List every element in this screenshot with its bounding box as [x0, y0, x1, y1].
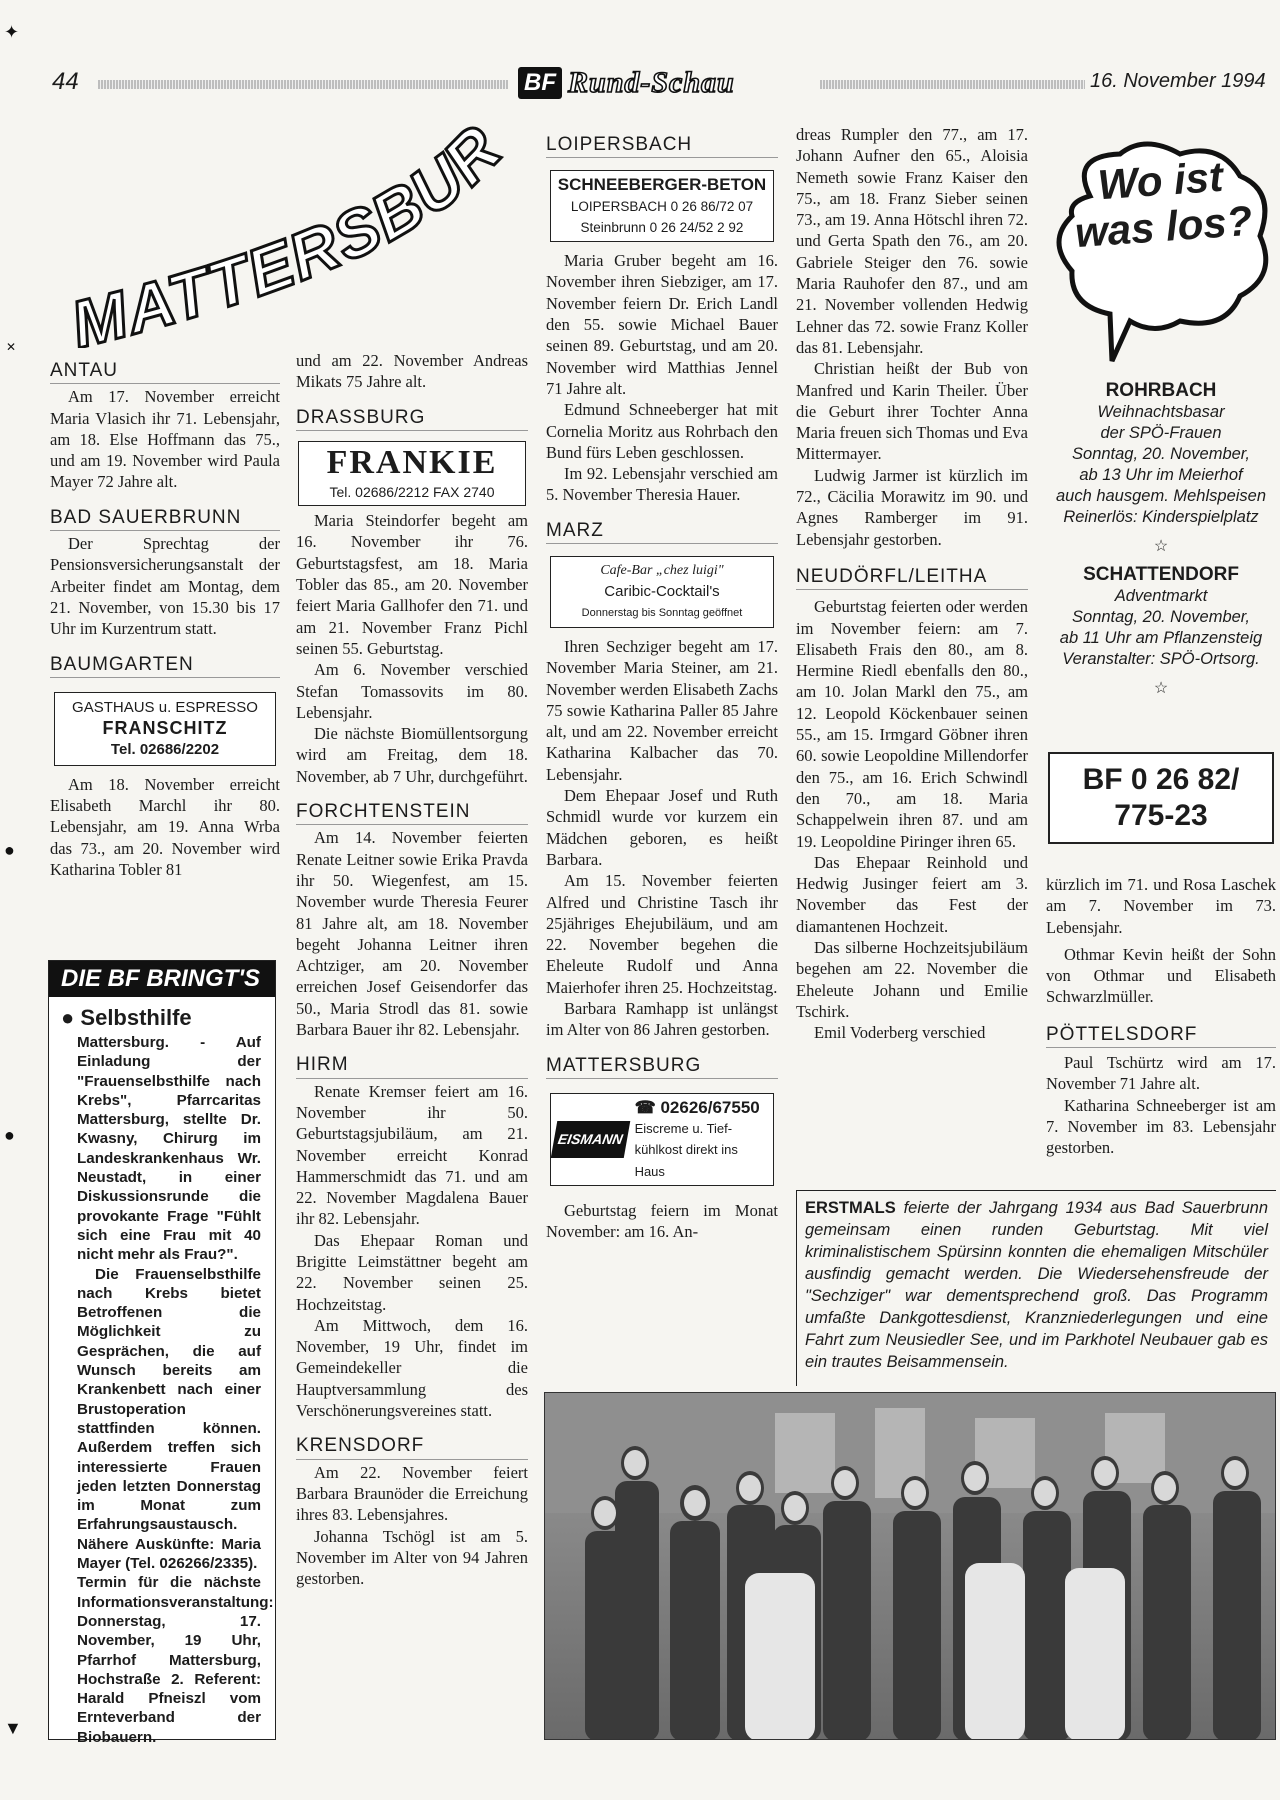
ad-eismann-text	[627, 1097, 770, 1182]
article-text: Emil Voderberg verschied	[814, 1023, 986, 1043]
event-cloud	[1050, 136, 1276, 366]
article-text: Am 18. November erreicht Elisabeth Marchl ihr 80. Lebensjahr, am 19. Anna Wrba das 73., am 20. November wird Katharina Tobler 81	[50, 774, 280, 879]
ad-name: FRANSCHITZ	[102, 718, 228, 739]
bf-bringts-body	[49, 1031, 275, 1753]
erstmals-text: feierte der Jahrgang 1934 aus Bad Sauerbrunn gemeinsam einen runden Geburtstag. Mit viel kriminalistischem Spürsinn konnten die ehemaligen Mitschüler ausfindig gemacht werden. Die Wiedersehensfreude der "Sechziger" war dementsprechend groß. Das Programm umfaßte Dankgottesdienst, Kranzniederlegungen und eine Fahrt zum Neusiedler See, und im Parkhotel Neubauer gab es ein trautes Beisammensein.	[805, 1199, 1268, 1371]
event-line: Reinerlös: Kinderspielplatz	[1063, 508, 1259, 526]
ad-chez-luigi	[550, 556, 774, 628]
group-photo	[544, 1392, 1276, 1740]
ad-line: LOIPERSBACH 0 26 86/72 07	[570, 198, 754, 214]
article-text: Am 15. November feierten Alfred und Christine Tasch ihr 25jähriges Ehejubiläum, und am 22. November begehen die Eheleute Rudolf und Anna Maierhofer ihren 25. Hochzeitstag.	[546, 871, 778, 997]
ad-line: Caribic-Cocktail's	[604, 583, 720, 601]
article-text: Ihren Sechziger begeht am 17. November Maria Steiner, am 21. November werden Elisabeth Zachs 75 sowie Katharina Paller 85 Jahre alt, und am 22. November erreicht Katharina Kalbacher das 70. Lebensjahr.	[546, 636, 778, 784]
article-text: Renate Kremser feiert am 16. November ihr 50. Geburtstagsjubiläum, am 21. November erreicht Konrad Hammerschmidt das 71. und am 22. November Magdalena Bauer ihr 82. Lebensjahr.	[296, 1081, 528, 1229]
masthead-title: MATTERSBUR	[63, 118, 516, 348]
group-photo-image	[545, 1393, 1276, 1740]
header-rule-left	[98, 80, 508, 89]
logo-bf: BF	[518, 67, 562, 99]
article-text: Am 14. November feierten Renate Leitner sowie Erika Pravda ihr 50. Wiegenfest, am 15. November wurde Theresia Feurer 81 Jahre alt, am 18. November begeht Johanna Leitner ihren Achtziger, am 20. November erreichen Josef Geisendorfer das 50., Maria Strodl das 81. sowie Barbara Bauer ihr 82. Lebensjahr.	[296, 828, 528, 1040]
event-schattendorf	[1046, 586, 1276, 670]
article-text: Am 22. November feiert Barbara Braunöder die Erreichung ihres 83. Lebensjahres.	[296, 1462, 528, 1525]
header-rule-right	[820, 80, 1085, 89]
article-text: Geburtstag feiern im Monat November: am 16. An-	[546, 1201, 778, 1242]
bf-bringts-box	[48, 960, 276, 1746]
article-text: Maria Steindorfer begeht am 16. November ihr 76. Geburtstagsfest, am 18. Maria Tobler das 85., am 20. November feiert Maria Gallhofer den 71. und am 21. November Franz Pichl seinen 55. Geburtstag.	[296, 511, 528, 658]
ad-name: SCHNEEBERGER-BETON	[557, 175, 767, 195]
publication-logo	[518, 66, 735, 100]
bf-phone-box	[1048, 752, 1274, 844]
star-divider: ☆	[1153, 680, 1169, 697]
event-title-rohrbach: ROHRBACH	[1105, 380, 1217, 401]
section-title-drassburg: DRASSBURG	[296, 407, 528, 431]
event-line: Sonntag, 20. November,	[1072, 608, 1250, 626]
event-line: Sonntag, 20. November,	[1072, 445, 1250, 463]
issue-date: 16. November 1994	[1090, 70, 1266, 92]
erstmals-lead: ERSTMALS	[805, 1199, 896, 1217]
article-text: Christian heißt der Bub von Manfred und Karin Theiler. Über die Geburt ihrer Tochter Anna Maria freuen sich Thomas und Eva Mittermayer.	[796, 359, 1028, 464]
event-title-schattendorf: SCHATTENDORF	[1083, 564, 1239, 585]
bf-bringts-para: Termin für die nächste Informationsveranstaltung: Donnerstag, 17. November, 19 Uhr, Pfarrhof Mattersburg, Hochstraße 2. Referent: Harald Pfneiszl vom Ernteverband der Biobauern.	[77, 1574, 274, 1746]
ad-line: GASTHAUS u. ESPRESSO	[72, 698, 258, 716]
bf-bringts-title-text: Selbsthilfe	[80, 1005, 192, 1030]
article-text: Maria Gruber begeht am 16. November ihren Siebziger, am 17. November feiern Dr. Erich Landl den 55. sowie Michael Bauer seinen 89. Geburtstag, und am 20. November wird Matthias Jennel 71 Jahre alt.	[546, 251, 778, 398]
event-rohrbach	[1046, 402, 1276, 528]
ad-name: FRANKIE	[326, 443, 498, 481]
article-text: Edmund Schneeberger hat mit Cornelia Moritz aus Rohrbach den Bund fürs Leben geschlossen.	[546, 400, 778, 462]
event-line: Weihnachtsbasar	[1097, 403, 1225, 421]
ad-eismann	[550, 1093, 774, 1186]
article-text: Dem Ehepaar Josef und Ruth Schmidl wurde vor kurzem ein Mädchen geboren, es heißt Barbara.	[546, 786, 778, 869]
section-title-baumgarten: BAUMGARTEN	[50, 654, 280, 678]
bf-bringts-header: DIE BF BRINGT'S	[49, 961, 275, 997]
article-text: Am 6. November verschied Stefan Tomassovits im 80. Lebensjahr.	[296, 660, 528, 722]
column-5-text	[1046, 874, 1276, 1159]
ad-line: Donnerstag bis Sonntag geöffnet	[581, 606, 743, 619]
article-text: Das Ehepaar Reinhold und Hedwig Jusinger feiert am 3. November das Fest der diamantenen Hochzeit.	[796, 852, 1028, 936]
ad-franschitz	[54, 692, 276, 766]
section-title-krensdorf: KRENSDORF	[296, 1435, 528, 1459]
bf-bringts-para: Die Frauenselbsthilfe nach Krebs bietet Betroffenen die Möglichkeit zu Gesprächen, die auf Wunsch bereits am Krankenbett nach einer Brustoperation stattfinden können. Außerdem treffen sich interessierte Frauen jeden letzten Donnerstag im Monat zum Erfahrungsaustausch. Nähere Auskünfte: Maria Mayer (Tel. 026266/2335).	[77, 1265, 261, 1573]
article-text: Der Sprechtag der Pensionsversicherungsanstalt der Arbeiter findet am Montag, dem 21. November, von 15.30 bis 17 Uhr im Kurzentrum statt.	[50, 534, 280, 639]
article-text: Das silberne Hochzeitsjubiläum begehen am 22. November die Eheleute Johann und Emilie Tschirk.	[796, 937, 1028, 1021]
margin-mark: ✦	[4, 22, 20, 42]
article-text: Ludwig Jarmer ist kürzlich im 72., Cäcilia Morawitz im 90. und Agnes Ramberger im 91. Lebensjahr gestorben.	[796, 465, 1028, 549]
bf-bringts-para: Mattersburg. - Auf Einladung der "Frauenselbsthilfe nach Krebs", Pfarrcaritas Mattersburg, stellte Dr. Kwasny, Chirurg im Landeskrankenhaus Wr. Neustadt, in einer Diskussionsrunde die provokante Frage "Fühlt sich eine Frau mit 40 nicht mehr als Frau?".	[77, 1034, 261, 1264]
bf-bringts-title: ● Selbsthilfe	[61, 1005, 192, 1030]
erstmals-caption	[796, 1190, 1276, 1386]
article-text: Othmar Kevin heißt der Sohn von Othmar und Elisabeth Schwarzlmüller.	[1046, 944, 1276, 1007]
article-text: Katharina Schneeberger ist am 7. November im 83. Lebensjahr gestorben.	[1046, 1095, 1276, 1158]
ad-phone: Tel. 02686/2212 FAX 2740	[329, 483, 495, 500]
article-text: Barbara Ramhapp ist unlängst im Alter von 86 Jahren gestorben.	[546, 998, 778, 1040]
column-5	[1046, 374, 1276, 706]
event-line: auch hausgem. Mehlspeisen	[1055, 487, 1267, 505]
column-4	[796, 124, 1028, 1043]
page-number: 44	[52, 68, 79, 95]
cloud-text: Wo ist was los?	[1073, 152, 1254, 257]
svg-text:MATTERSBURG	[56, 118, 516, 348]
article-text: Am 17. November erreicht Maria Vlasich ihr 71. Lebensjahr, am 18. Else Hoffmann das 75., und am 19. November wird Paula Mayer 72 Jahre alt.	[50, 387, 280, 492]
margin-mark: ✕	[6, 340, 17, 354]
column-3	[546, 126, 778, 1243]
star-divider: ☆	[1153, 538, 1169, 555]
ad-schneeberger-beton	[550, 170, 774, 242]
event-line: Adventmarkt	[1114, 587, 1208, 605]
article-text: Paul Tschürtz wird am 17. November 71 Jahre alt.	[1046, 1053, 1276, 1094]
event-line: ab 13 Uhr im Meierhof	[1079, 466, 1243, 484]
ad-line: Eiscreme u. Tief-	[634, 1121, 733, 1137]
ad-frankie	[298, 441, 526, 506]
section-title-loipersbach: LOIPERSBACH	[546, 134, 778, 158]
event-line: Veranstalter: SPÖ-Ortsorg.	[1062, 650, 1260, 668]
section-title-bad-sauerbrunn: BAD SAUERBRUNN	[50, 507, 280, 531]
masthead	[56, 118, 516, 348]
ad-phone: ☎ 02626/67550	[634, 1097, 760, 1117]
article-text: Johanna Tschögl ist am 5. November im Alter von 94 Jahren gestorben.	[296, 1526, 528, 1589]
article-text: kürzlich im 71. und Rosa Laschek am 7. November im 73. Lebensjahr.	[1046, 875, 1276, 937]
ad-line: kühlkost direkt ins Haus	[634, 1142, 738, 1179]
article-text: Die nächste Biomüllentsorgung wird am Freitag, dem 18. November, ab 7 Uhr, durchgeführt.	[296, 724, 528, 786]
article-text: dreas Rumpler den 77., am 17. Johann Aufner den 65., Aloisia Nemeth sowie Franz Kaiser den 75., am 18. Franz Sieber seinen 73., am 19. Anna Hötschl ihren 72. und Gerta Spath den 76., am 20. Gabriele Steiger den 76. sowie Maria Rauhofer den 87., und am 21. November vollenden Hedwig Lehner das 72. sowie Franz Koller das 81. Lebensjahr.	[796, 125, 1028, 357]
event-line: der SPÖ-Frauen	[1100, 424, 1222, 442]
section-title-marz: MARZ	[546, 520, 778, 544]
article-text: Am Mittwoch, dem 16. November, 19 Uhr, findet im Gemeindekeller die Hauptversammlung des Verschönerungsvereines statt.	[296, 1315, 528, 1421]
section-title-hirm: HIRM	[296, 1054, 528, 1078]
article-text: und am 22. November Andreas Mikats 75 Jahre alt.	[296, 351, 528, 392]
margin-mark: ▼	[4, 1718, 22, 1738]
section-title-mattersburg: MATTERSBURG	[546, 1055, 778, 1079]
ad-name: Cafe-Bar „chez luigi"	[600, 563, 724, 579]
ad-phone: Tel. 02686/2202	[110, 741, 220, 759]
article-text: Das Ehepaar Roman und Brigitte Leimstättner begeht am 22. November seinen 25. Hochzeitstag.	[296, 1230, 528, 1314]
section-title-poettelsdorf: PÖTTELSDORF	[1046, 1024, 1276, 1048]
section-title-forchtenstein: FORCHTENSTEIN	[296, 801, 528, 825]
ad-brand: EISMANN	[551, 1121, 630, 1158]
margin-mark: ●	[4, 840, 15, 860]
logo-text: Rund-Schau	[568, 66, 735, 99]
phone-line: BF 0 26 82/	[1082, 763, 1240, 796]
section-title-antau: ANTAU	[50, 360, 280, 384]
event-line: ab 11 Uhr am Pflanzensteig	[1059, 629, 1263, 647]
column-1	[50, 352, 280, 880]
ad-line: Steinbrunn 0 26 24/52 2 92	[580, 219, 744, 235]
masthead-art	[56, 118, 516, 348]
column-2	[296, 350, 528, 1589]
phone-line: 775-23	[1114, 799, 1208, 832]
section-title-neudoerfl: NEUDÖRFL/LEITHA	[796, 566, 1028, 590]
article-text: Im 92. Lebensjahr verschied am 5. November Theresia Hauer.	[546, 464, 778, 505]
article-text: Geburtstag feierten oder werden im November feiern: am 7. Elisabeth Frais den 80., am 8. Hermine Riedl ebenfalls den 80., am 10. Jolan Markl den 75., am 12. Leopold Köckenbauer seinen 55., am 15. Irmgard Göbner ihren 60. sowie Leopoldine Millendorfer den 75., am 16. Erich Schwindl den 70., am 18. Maria Schappelwein ihren 87. und am 19. Leopoldine Piringer ihren 65.	[796, 597, 1028, 851]
margin-mark: ●	[4, 1125, 15, 1145]
